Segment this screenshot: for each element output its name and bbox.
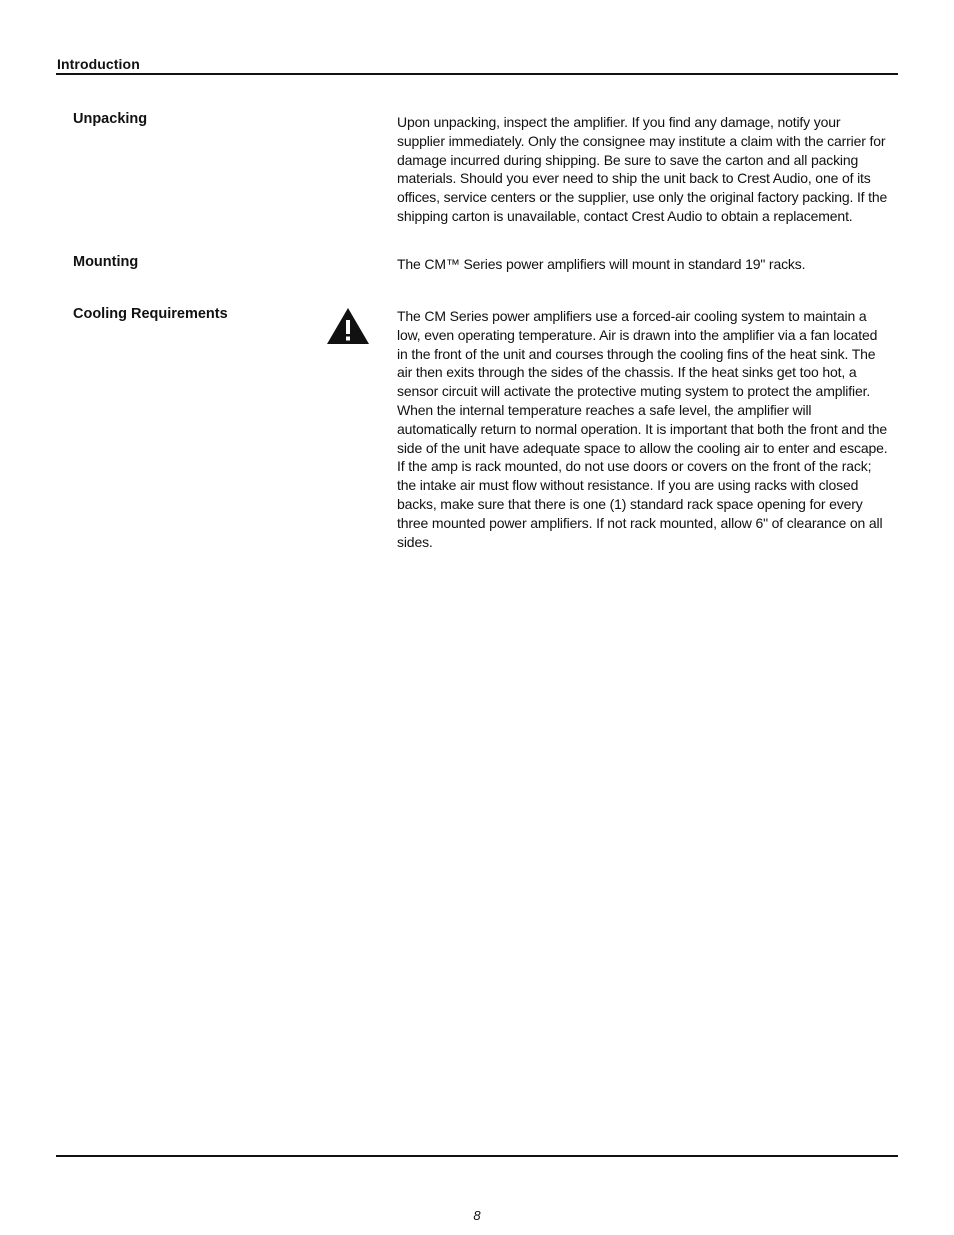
unpacking-text: Upon unpacking, inspect the amplifier. If you find any damage, notify your supplier immediately. Only the consignee may institute a claim with the carrier for damage incurred during shipping. Be sure to save the carton and all packing materials. Should you ever need to ship the unit back to Crest Audio, one of its offices, service centers or the supplier, use only the original factory packing. If the shipping carton is unavailable, contact Crest Audio to obtain a replacement. [397,114,888,224]
section-title: Introduction [57,56,140,72]
mounting-heading: Mounting [73,254,139,270]
footer-divider [56,1155,898,1157]
warning-triangle-icon [326,307,370,345]
cooling-heading: Cooling Requirements [73,306,228,322]
unpacking-heading: Unpacking [73,111,148,127]
page-number: 8 [473,1208,481,1223]
mounting-text: The CM™ Series power amplifiers will mount in standard 19" racks. [397,256,806,272]
header-divider [56,73,898,75]
cooling-text: The CM Series power amplifiers use a forced-air cooling system to maintain a low, even operating temperature. Air is drawn into the amplifier via a fan located in the front of the unit and courses through the cooling fins of the heat sink. The air then exits through the sides of the chassis. If the heat sinks get too hot, a sensor circuit will activate the protective muting system to protect the amplifier. When the internal temperature reaches a safe level, the amplifier will automatically return to normal operation. It is important that both the front and the side of the unit have adequate space to allow the cooling air to enter and escape. If the amp is rack mounted, do not use doors or covers on the front of the rack; the intake air must flow without resistance. If you are using racks with closed backs, make sure that there is one (1) standard rack space opening for every three mounted power amplifiers. If not rack mounted, allow 6" of clearance on all sides. [397,308,888,550]
